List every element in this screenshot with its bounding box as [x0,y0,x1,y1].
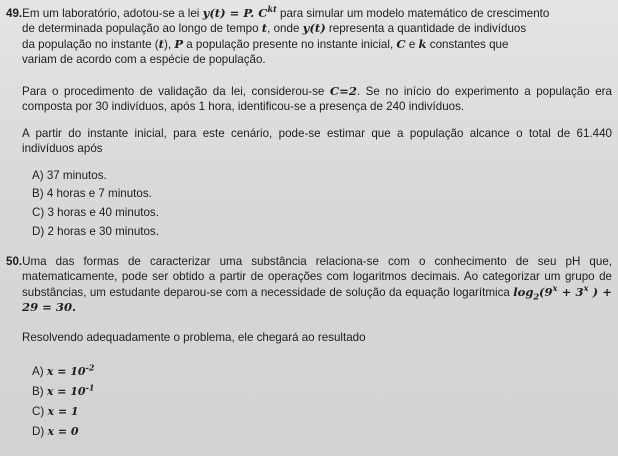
q49-formula: y(t) = P. $C^{kt}$ [202,4,277,20]
q49-line2: de determinada população ao longo de tempo t, onde y(t) representa a quantidade de indivíduos [22,21,527,36]
q50-statement: 50.Uma das formas de caracterizar uma substância relaciona-se com o conhecimento de seu pH que, matematicamente, pode ser obtido a partir de operações com logaritmos decimais. Ao categorizar um grupo de substâncias, um estudante deparou-se com a necessidade de solução da equação logarítmica $\log_2(9^x + 3^x$ ) + 29 = 30. [6,255,612,314]
q50-number: 50. [6,255,23,268]
q49-line3: da população no instante (t), P a população presente no instante inicial, C e k constantes que [22,36,509,51]
q49-option-c[interactable]: C) 3 horas e 40 minutos. [32,206,159,219]
q50-option-b[interactable]: B) $x = 10^{-1}$ [32,382,95,398]
q49-line4: variam de acordo com a espécie de população. [22,52,266,66]
q50-equation: $\log_2(9^x + 3^x$ ) + 29 = 30. [22,282,612,314]
question-50 [6,254,612,315]
q49-statement [6,6,612,21]
q50-option-c[interactable]: C) x = 1 [32,405,79,418]
q49-number: 49. [6,7,23,20]
q49-paragraph-2: Para o procedimento de validação da lei, considerou-se C=2. Se no início do experimento a população era composta por 30 indivíduos, após 1 hora, identificou-se a presença de 240 indivíduos. [22,84,612,114]
q49-option-a[interactable]: A) 37 minutos. [32,169,107,182]
q49-text: para simular um modelo matemático de crescimento [276,7,550,20]
q49-text: Em um laboratório, adotou-se a lei [22,7,203,20]
q50-option-a[interactable]: A) $x = 10^{-2}$ [32,362,95,378]
q49-option-d[interactable]: D) 2 horas e 30 minutos. [32,225,159,238]
q50-paragraph-2: Resolvendo adequadamente o problema, ele chegará ao resultado [22,331,366,344]
question-49 [6,6,612,67]
q49-option-b[interactable]: B) 4 horas e 7 minutos. [32,187,152,200]
q49-paragraph-3: A partir do instante inicial, para este cenário, pode-se estimar que a população alcance o total de 61.440 indivíduos após [22,127,612,156]
q50-option-d[interactable]: D) x = 0 [32,425,79,438]
